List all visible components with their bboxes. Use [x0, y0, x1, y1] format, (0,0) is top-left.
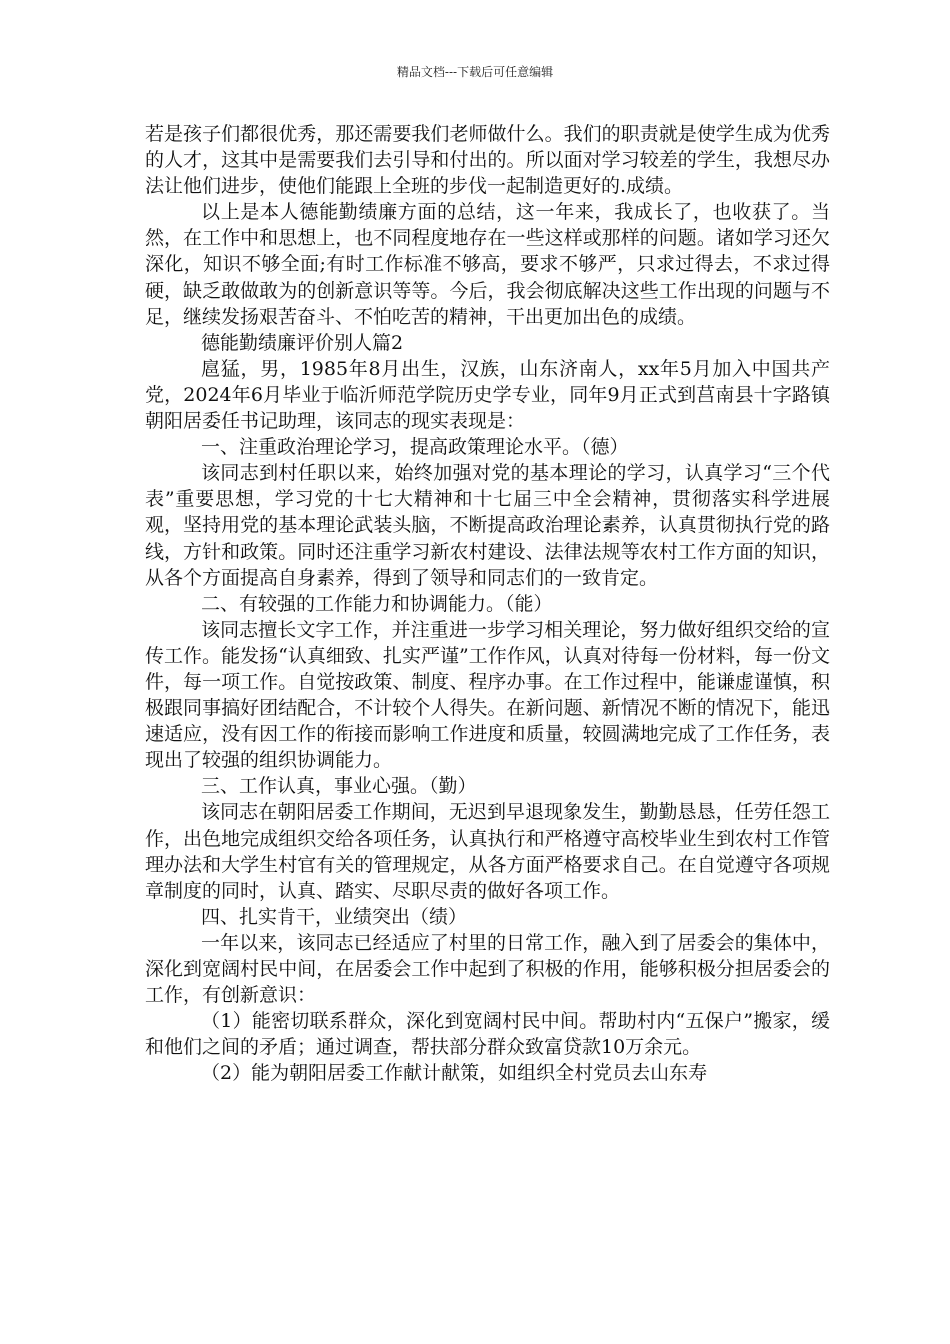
- paragraph-profile: 扈猛，男，1985年8月出生，汉族，山东济南人，xx年5月加入中国共产党，2024年6月毕业于临沂师范学院历史学专业，同年9月正式到莒南县十字路镇朝阳居委任书记助理，该同志的现实表现是：: [145, 357, 830, 433]
- heading-ji: 四、扎实肯干，业绩突出（绩）: [201, 905, 468, 928]
- list-item-2: （2）能为朝阳居委工作献计献策，如组织全村党员去山东寿: [201, 1062, 708, 1085]
- heading-de: 一、注重政治理论学习，提高政策理论水平。（德）: [201, 436, 629, 459]
- paragraph-continuation: 若是孩子们都很优秀，那还需要我们老师做什么。我们的职责就是使学生成为优秀的人才，这其中是需要我们去引导和付出的。所以面对学习较差的学生，我想尽办法让他们进步，使他们能跟上全班的步伐一起制造更好的.成绩。: [145, 123, 830, 198]
- heading-qin: 三、工作认真，事业心强。（勤）: [201, 775, 477, 798]
- heading-neng: 二、有较强的工作能力和协调能力。（能）: [201, 592, 553, 615]
- document-body: [145, 121, 830, 1086]
- paragraph-summary: 以上是本人德能勤绩廉方面的总结，这一年来，我成长了，也收获了。当然，在工作中和思想上，也不同程度地存在一些这样或那样的问题。诸如学习还欠深化，知识不够全面;有时工作标准不够高，要求不够严，只求过得去，不求过得硬，缺乏敢做敢为的创新意识等等。今后，我会彻底解决这些工作出现的问题与不足，继续发扬艰苦奋斗、不怕吃苦的精神，干出更加出色的成绩。: [145, 201, 830, 328]
- paragraph-de: 该同志到村任职以来，始终加强对党的基本理论的学习，认真学习“三个代表”重要思想，学习党的十七大精神和十七届三中全会精神，贯彻落实科学进展观，坚持用党的基本理论武装头脑，不断提高政治理论素养，认真贯彻执行党的路线，方针和政策。同时还注重学习新农村建设、法律法规等农村工作方面的知识，从各个方面提高自身素养，得到了领导和同志们的一致肯定。: [145, 462, 830, 589]
- paragraph-neng: 该同志擅长文字工作，并注重进一步学习相关理论，努力做好组织交给的宣传工作。能发扬“认真细致、扎实严谨”工作作风，认真对待每一份材料，每一份文件，每一项工作。自觉按政策、制度、程序办事。在工作过程中，能谦虚谨慎，积极跟同事搞好团结配合，不计较个人得失。在新问题、新情况不断的情况下，能迅速适应，没有因工作的衔接而影响工作进度和质量，较圆满地完成了工作任务，表现出了较强的组织协调能力。: [145, 618, 830, 772]
- paragraph-qin: 该同志在朝阳居委工作期间，无迟到早退现象发生，勤勤恳恳，任劳任怨工作，出色地完成组织交给各项任务，认真执行和严格遵守高校毕业生到农村工作管理办法和大学生村官有关的管理规定，从各方面严格要求自己。在自觉遵守各项规章制度的同时，认真、踏实、尽职尽责的做好各项工作。: [145, 801, 830, 902]
- list-item-1: （1）能密切联系群众，深化到宽阔村民中间。帮助村内“五保户”搬家，缓和他们之间的矛盾；通过调查，帮扶部分群众致富贷款10万余元。: [145, 1010, 830, 1059]
- paragraph-ji: 一年以来，该同志已经适应了村里的日常工作，融入到了居委会的集体中，深化到宽阔村民中间，在居委会工作中起到了积极的作用，能够积极分担居委会的工作，有创新意识：: [145, 931, 830, 1007]
- page-header: 精品文档---下载后可任意编辑: [396, 65, 554, 79]
- section-title: 德能勤绩廉评价别人篇2: [201, 331, 404, 354]
